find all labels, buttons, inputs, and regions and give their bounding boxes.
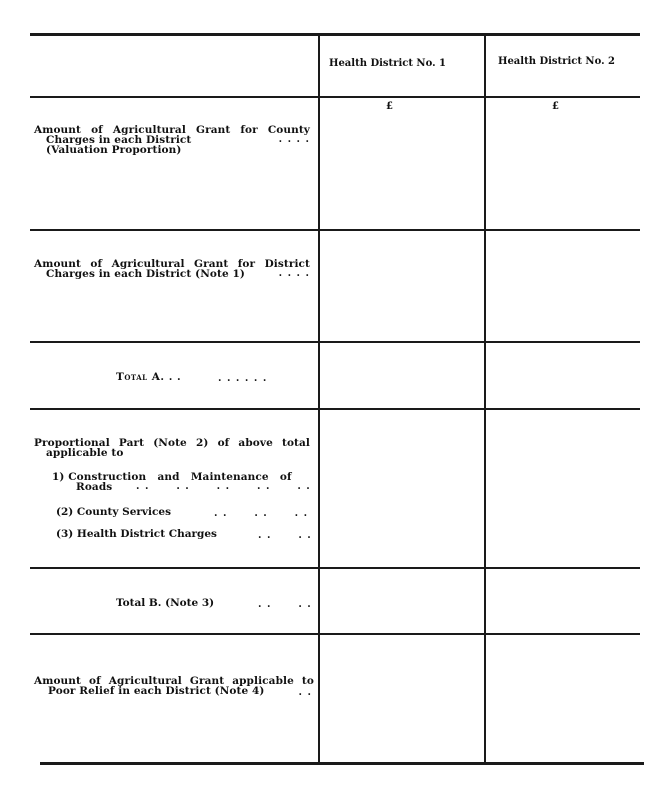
poor-relief-leader-dots: . .	[298, 687, 312, 698]
district-charges-leader-dots: . . . .	[278, 268, 310, 279]
total-b-label: Total B. (Note 3)	[116, 597, 215, 609]
total-a-leader-dots: . . . . . .	[218, 373, 268, 384]
row-divider-5	[30, 633, 640, 635]
currency-symbol-2: £	[552, 101, 559, 112]
bottom-border	[40, 762, 644, 765]
county-charges-line-1: Amount of Agricultural Grant for County	[34, 124, 310, 136]
header-divider	[30, 96, 640, 98]
row-divider-4	[30, 567, 640, 569]
district-charges-line-1: Amount of Agricultural Grant for District	[34, 258, 310, 270]
poor-relief-line-2: Poor Relief in each District (Note 4)	[48, 685, 265, 697]
item-health-district-leader-dots: . . . .	[258, 530, 312, 541]
column-header-district-2: Health District No. 2	[498, 56, 615, 67]
row-divider-2	[30, 341, 640, 343]
item-county-services-label: (2) County Services	[56, 506, 172, 518]
column-header-district-1: Health District No. 1	[329, 58, 446, 69]
proportional-part-line-1: Proportional Part (Note 2) of above total	[34, 437, 310, 449]
district-charges-line-2: Charges in each District (Note 1)	[46, 268, 245, 280]
item-roads-leader-dots: . . . . . . . . . .	[136, 481, 311, 492]
county-charges-line-3: (Valuation Proportion)	[46, 144, 182, 156]
item-roads-line-2: Roads	[76, 481, 113, 493]
county-charges-leader-dots: . . . .	[278, 134, 310, 145]
item-health-district-label: (3) Health District Charges	[56, 528, 217, 540]
item-roads-label	[52, 472, 310, 492]
item-roads-line-1: 1) Construction and Maintenance of	[52, 471, 292, 483]
proportional-part-line-2: applicable to	[46, 447, 124, 459]
county-charges-label	[34, 125, 310, 155]
currency-symbol-1: £	[386, 101, 393, 112]
column-divider-2	[484, 34, 486, 762]
poor-relief-label	[34, 676, 314, 696]
total-b-leader-dots: . . . .	[258, 599, 312, 610]
row-divider-1	[30, 229, 640, 231]
poor-relief-line-1: Amount of Agricultural Grant applicable to	[34, 675, 314, 687]
top-border	[30, 33, 640, 36]
county-charges-line-2: Charges in each District	[46, 134, 192, 146]
item-county-services-leader-dots: . . . . . .	[214, 508, 309, 519]
district-charges-label	[34, 259, 310, 279]
proportional-part-label	[34, 438, 310, 458]
total-a-label: Total A. . .	[116, 371, 182, 383]
row-divider-3	[30, 408, 640, 410]
column-divider-1	[318, 34, 320, 762]
